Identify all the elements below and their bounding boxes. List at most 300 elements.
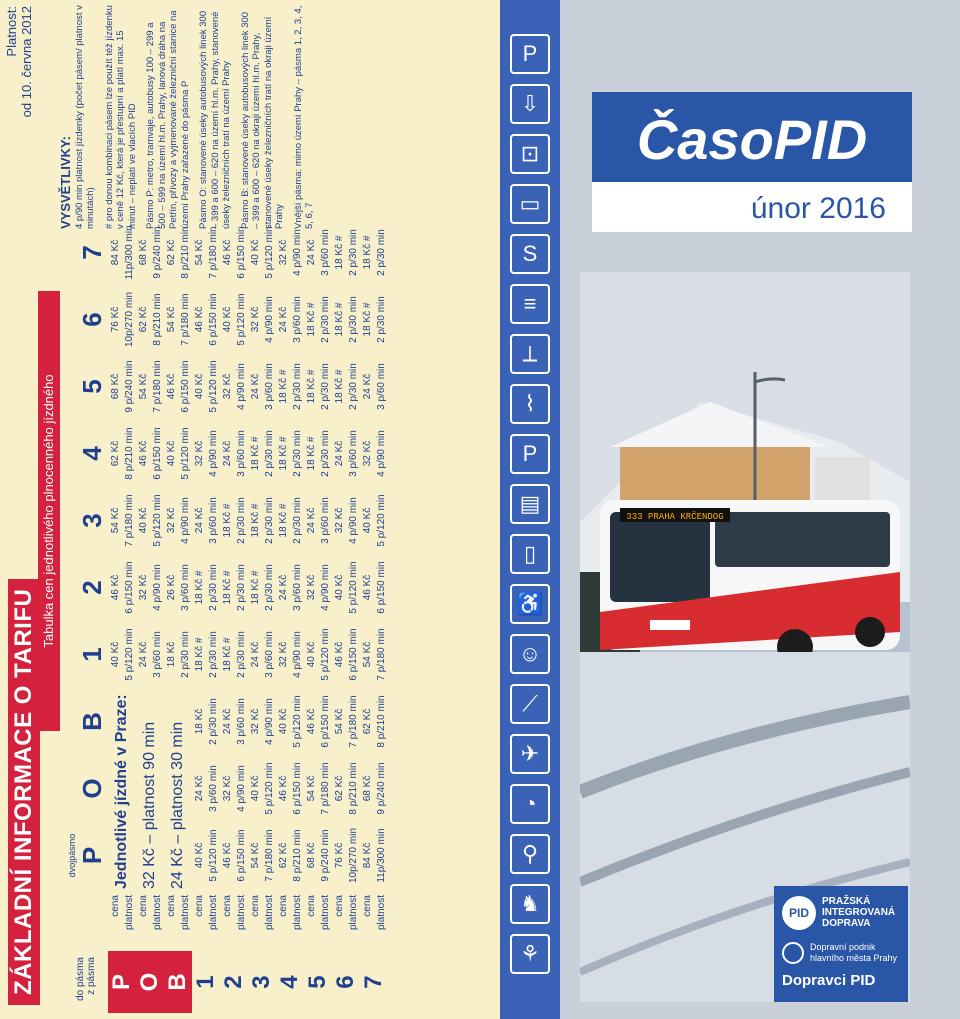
fare-cell: 6 p/150 min bbox=[123, 561, 135, 614]
row-label: platnost bbox=[263, 895, 275, 931]
fare-cell: 2 p/30 min bbox=[263, 430, 275, 477]
fare-cell: 4 p/90 min bbox=[347, 497, 359, 544]
page-title: ZÁKLADNÍ INFORMACE O TARIFU bbox=[8, 579, 40, 1005]
table-row bbox=[290, 219, 304, 1013]
table-row bbox=[150, 219, 164, 1013]
fare-cell: 18 Kč # bbox=[277, 503, 289, 538]
dpp-logo-icon bbox=[782, 942, 804, 964]
column-zone-header: B bbox=[77, 712, 107, 731]
fare-cell: 2 p/30 min bbox=[291, 430, 303, 477]
bicycle-icon: ⚲ bbox=[510, 834, 550, 874]
table-row bbox=[178, 219, 192, 1013]
airport-icon: ✈ bbox=[510, 734, 550, 774]
legend-item: Pásmo O: stanovené úseky autobusových linek 300 – 399 a 600 – 620 na území hl.m. Prahy, stanovené úseky železničních tratí na území Prahy bbox=[198, 10, 232, 229]
fare-cell: 4 p/90 min bbox=[263, 698, 275, 745]
pid-wordmark-line: PRAŽSKÁ bbox=[822, 896, 871, 907]
row-label: cena bbox=[333, 895, 345, 917]
fare-cell: 4 p/90 min bbox=[263, 296, 275, 343]
fare-cell: 4 p/90 min bbox=[291, 631, 303, 678]
fare-cell: 32 Kč bbox=[305, 574, 317, 601]
fare-cell: 5 p/120 min bbox=[319, 628, 331, 681]
fare-cell: 4 p/90 min bbox=[291, 229, 303, 276]
row-label: cena bbox=[249, 895, 261, 917]
dpp-name-line: Dopravní podnik bbox=[810, 942, 876, 952]
fare-cell: 2 p/30 min bbox=[319, 296, 331, 343]
fare-cell: 68 Kč bbox=[305, 842, 317, 869]
fare-cell: 9 p/240 min bbox=[319, 829, 331, 882]
fare-cell: 3 p/60 min bbox=[207, 765, 219, 812]
column-zone-header: P bbox=[77, 846, 107, 865]
fare-cell: 24 Kč bbox=[249, 373, 261, 400]
fare-cell: 2 p/30 min bbox=[235, 631, 247, 678]
fare-cell: 18 Kč # bbox=[193, 637, 205, 672]
row-zone-header: 4 bbox=[276, 975, 303, 989]
fare-cell: 62 Kč bbox=[137, 306, 149, 333]
fare-cell: 7 p/180 min bbox=[263, 829, 275, 882]
zone-axis-label bbox=[64, 951, 108, 1013]
fare-cell: 18 Kč # bbox=[221, 637, 233, 672]
fare-cell: 24 Kč bbox=[193, 507, 205, 534]
escalator-icon: ⟋ bbox=[510, 684, 550, 724]
fare-cell: 46 Kč bbox=[361, 574, 373, 601]
fare-cell: 3 p/60 min bbox=[375, 363, 387, 410]
row-label: cena bbox=[361, 895, 373, 917]
fare-cell: 24 Kč bbox=[137, 641, 149, 668]
fare-cell: 5 p/120 min bbox=[291, 695, 303, 748]
fare-cell: 2 p/30 min bbox=[207, 698, 219, 745]
fare-cell: 40 Kč bbox=[305, 641, 317, 668]
table-row bbox=[108, 219, 122, 1013]
fare-cell: 6 p/150 min bbox=[291, 762, 303, 815]
fare-cell: 46 Kč bbox=[165, 373, 177, 400]
column-zone-header: 6 bbox=[77, 312, 107, 327]
fare-cell: 84 Kč bbox=[361, 842, 373, 869]
fare-cell: 7 p/180 min bbox=[347, 695, 359, 748]
fare-cell: 3 p/60 min bbox=[179, 564, 191, 611]
phone-app-icon: ▯ bbox=[510, 534, 550, 574]
prague-fare-30: 24 Kč – platnost 30 min bbox=[169, 721, 186, 889]
walking-icon: ⚘ bbox=[510, 934, 550, 974]
row-label: cena bbox=[137, 895, 149, 917]
table-row bbox=[192, 219, 206, 1013]
fare-cell: 46 Kč bbox=[277, 775, 289, 802]
validity bbox=[4, 6, 34, 117]
fare-cell: 18 Kč # bbox=[277, 436, 289, 471]
row-zone-header: 7 bbox=[360, 975, 387, 989]
table-row bbox=[206, 219, 220, 1013]
fare-cell: 3 p/60 min bbox=[319, 229, 331, 276]
fare-cell: 9 p/240 min bbox=[151, 226, 163, 279]
fare-cell: 18 Kč # bbox=[305, 302, 317, 337]
fare-cell: 6 p/150 min bbox=[375, 561, 387, 614]
table-row bbox=[262, 219, 276, 1013]
carriers-label: Dopravci PID bbox=[782, 972, 876, 989]
row-zone-header: P bbox=[108, 951, 136, 1013]
fare-cell: 24 Kč bbox=[361, 373, 373, 400]
fare-cell: 54 Kč bbox=[193, 239, 205, 266]
z-pasma-label: z pásma bbox=[86, 957, 97, 995]
fare-cell: 46 Kč bbox=[221, 842, 233, 869]
column-zone-header: 4 bbox=[77, 446, 107, 461]
fare-cell: 18 Kč # bbox=[305, 436, 317, 471]
fare-cell: 2 p/30 min bbox=[235, 497, 247, 544]
bus bbox=[600, 500, 900, 665]
fare-cell: 4 p/90 min bbox=[319, 564, 331, 611]
fare-cell: 4 p/90 min bbox=[235, 765, 247, 812]
tariff-table bbox=[64, 219, 388, 1013]
fare-cell: 32 Kč bbox=[277, 641, 289, 668]
fare-cell: 8 p/210 min bbox=[347, 762, 359, 815]
fare-cell: 40 Kč bbox=[361, 507, 373, 534]
tariff-banner bbox=[0, 0, 62, 1019]
fare-cell: 3 p/60 min bbox=[207, 497, 219, 544]
row-label: cena bbox=[165, 895, 177, 917]
fare-cell: 54 Kč bbox=[249, 842, 261, 869]
legend-item: 4 p/90 min platnost jízdenky (počet pásem/ platnost v minutách) bbox=[73, 5, 96, 229]
wheelchair-icon: ♿ bbox=[510, 584, 550, 624]
fare-cell: 7 p/180 min bbox=[375, 628, 387, 681]
brand-title: ČasoPID bbox=[592, 92, 912, 182]
fare-cell: 6 p/150 min bbox=[151, 427, 163, 480]
legend-item: Vnější pásma: mimo území Prahy – pásma 1, 2, 3, 4, 5, 6, 7 bbox=[292, 5, 315, 229]
table-row bbox=[374, 219, 388, 1013]
fare-cell: 32 Kč bbox=[165, 507, 177, 534]
fare-cell: 18 Kč # bbox=[361, 235, 373, 270]
fare-cell: 2 p/30 min bbox=[347, 363, 359, 410]
row-label: cena bbox=[305, 895, 317, 917]
fare-cell: 18 Kč # bbox=[221, 503, 233, 538]
fare-cell: 40 Kč bbox=[193, 842, 205, 869]
fare-cell: 4 p/90 min bbox=[207, 430, 219, 477]
fare-cell: 40 Kč bbox=[249, 775, 261, 802]
row-zone-header: 3 bbox=[248, 975, 275, 989]
fare-cell: 5 p/120 min bbox=[375, 494, 387, 547]
icon-strip bbox=[500, 0, 560, 1019]
fare-cell: 2 p/30 min bbox=[375, 296, 387, 343]
fare-cell: 26 Kč bbox=[165, 574, 177, 601]
fare-cell: 32 Kč bbox=[361, 440, 373, 467]
fare-cell: 5 p/120 min bbox=[179, 427, 191, 480]
table-row bbox=[164, 219, 178, 1013]
fare-cell: 62 Kč bbox=[109, 440, 121, 467]
fare-cell: 5 p/120 min bbox=[263, 762, 275, 815]
issue-month: únor 2016 bbox=[750, 192, 886, 225]
row-label: platnost bbox=[235, 895, 247, 931]
funicular-icon: ⟂ bbox=[510, 334, 550, 374]
row-zone-header: 6 bbox=[332, 975, 359, 989]
fare-cell: 6 p/150 min bbox=[235, 226, 247, 279]
column-zone-header: 1 bbox=[77, 647, 107, 662]
row-label: platnost bbox=[123, 895, 135, 931]
fare-cell: 46 Kč bbox=[109, 574, 121, 601]
fare-cell: 3 p/60 min bbox=[347, 430, 359, 477]
fare-cell: 18 Kč # bbox=[333, 235, 345, 270]
fare-cell: 9 p/240 min bbox=[375, 762, 387, 815]
column-zone-header: O bbox=[77, 778, 107, 799]
fare-cell: 84 Kč bbox=[109, 239, 121, 266]
fare-cell: 7 p/180 min bbox=[179, 293, 191, 346]
prague-fare-cell bbox=[164, 688, 192, 889]
fare-cell: 2 p/30 min bbox=[207, 631, 219, 678]
fare-cell: 40 Kč bbox=[249, 239, 261, 266]
fare-cell: 46 Kč bbox=[193, 306, 205, 333]
ferry-icon: ⌇ bbox=[510, 384, 550, 424]
prague-fare-90: 32 Kč – platnost 90 min bbox=[141, 721, 158, 889]
fare-cell: 62 Kč bbox=[333, 775, 345, 802]
fare-cell: 40 Kč bbox=[193, 373, 205, 400]
fare-cell: 4 p/90 min bbox=[375, 430, 387, 477]
row-label: platnost bbox=[207, 895, 219, 931]
fare-cell: 18 Kč # bbox=[221, 570, 233, 605]
fare-cell: 18 Kč # bbox=[249, 503, 261, 538]
pid-wordmark-line: INTEGROVANÁ bbox=[822, 907, 896, 918]
bus-icon: ▭ bbox=[510, 184, 550, 224]
dvojpasmo-label: dvojpásmo bbox=[67, 833, 77, 878]
row-label: cena bbox=[193, 895, 205, 917]
fare-cell: 54 Kč bbox=[361, 641, 373, 668]
fare-cell: 18 Kč bbox=[165, 641, 177, 668]
validity-label: Platnost: bbox=[4, 6, 19, 57]
fare-cell: 54 Kč bbox=[305, 775, 317, 802]
table-row bbox=[220, 219, 234, 1013]
fare-cell: 7 p/180 min bbox=[123, 494, 135, 547]
fare-cell: 32 Kč bbox=[277, 239, 289, 266]
fare-cell: 8 p/210 min bbox=[151, 293, 163, 346]
table-row bbox=[346, 219, 360, 1013]
fare-cell: 24 Kč bbox=[277, 574, 289, 601]
train-icon: ≡ bbox=[510, 284, 550, 324]
fare-cell: 32 Kč bbox=[221, 775, 233, 802]
fare-cell: 68 Kč bbox=[361, 775, 373, 802]
fare-cell: 32 Kč bbox=[221, 373, 233, 400]
fare-cell: 18 Kč # bbox=[277, 369, 289, 404]
fare-cell: 8 p/210 min bbox=[123, 427, 135, 480]
fare-cell: 18 Kč # bbox=[333, 302, 345, 337]
fare-cell: 18 Kč # bbox=[361, 302, 373, 337]
fare-cell: 10p/270 min bbox=[347, 827, 359, 884]
pid-wordmark-line: DOPRAVA bbox=[822, 918, 871, 929]
fare-cell: 5 p/120 min bbox=[347, 561, 359, 614]
legend-item: Pásmo P: metro, tramvaje, autobusy 100 – 299 a 500 – 599 na území hl.m. Prahy, lanová dráha na Petřín, přívozy a vyjmenované železniční stanice na území Prahy zařazené do pásma P bbox=[145, 10, 191, 229]
fare-cell: 18 Kč # bbox=[333, 369, 345, 404]
fare-cell: 3 p/60 min bbox=[235, 430, 247, 477]
fare-cell: 2 p/30 min bbox=[179, 631, 191, 678]
header-row bbox=[64, 219, 108, 1013]
fare-cell: 32 Kč bbox=[249, 306, 261, 333]
fare-cell: 2 p/30 min bbox=[319, 363, 331, 410]
legend-item: Pásmo B: stanovené úseky autobusových linek 300 – 399 a 600 – 620 na okraji území hl.m. Prahy, stanovené úseky železničních tratí na okraji území Prahy bbox=[239, 11, 285, 229]
fare-cell: 40 Kč bbox=[277, 708, 289, 735]
fare-cell: 3 p/60 min bbox=[291, 296, 303, 343]
table-row bbox=[304, 219, 318, 1013]
pid-wordmark bbox=[822, 896, 895, 929]
family-icon: ☺ bbox=[510, 634, 550, 674]
fare-cell: 11p/300 min bbox=[123, 225, 135, 280]
fare-cell: 62 Kč bbox=[277, 842, 289, 869]
fare-cell: 54 Kč bbox=[137, 373, 149, 400]
fare-cell: 8 p/210 min bbox=[179, 226, 191, 279]
row-zone-header: 1 bbox=[192, 975, 219, 989]
fare-cell: 32 Kč bbox=[193, 440, 205, 467]
table-row bbox=[234, 219, 248, 1013]
row-label: cena bbox=[109, 895, 121, 917]
row-label: cena bbox=[277, 895, 289, 917]
table-row bbox=[248, 219, 262, 1013]
fare-cell: 68 Kč bbox=[137, 239, 149, 266]
row-zone-header: 5 bbox=[304, 975, 331, 989]
brand-box bbox=[592, 92, 912, 232]
fare-cell: 6 p/150 min bbox=[179, 360, 191, 413]
park-and-ride-icon: P bbox=[510, 434, 550, 474]
fare-cell: 2 p/30 min bbox=[207, 564, 219, 611]
table-row bbox=[276, 219, 290, 1013]
fare-cell: 18 Kč # bbox=[249, 570, 261, 605]
fare-cell: 76 Kč bbox=[109, 306, 121, 333]
fare-cell: 32 Kč bbox=[249, 708, 261, 735]
fare-cell: 24 Kč bbox=[221, 708, 233, 735]
fare-cell: 8 p/210 min bbox=[375, 695, 387, 748]
fare-cell: 2 p/30 min bbox=[319, 430, 331, 477]
dog-icon: ♞ bbox=[510, 884, 550, 924]
legend bbox=[60, 5, 323, 229]
fare-cell: 40 Kč bbox=[165, 440, 177, 467]
fare-cell: 32 Kč bbox=[333, 507, 345, 534]
fare-cell: 40 Kč bbox=[221, 306, 233, 333]
fare-cell: 46 Kč bbox=[221, 239, 233, 266]
fare-cell: 2 p/30 min bbox=[375, 229, 387, 276]
fare-cell: 32 Kč bbox=[137, 574, 149, 601]
fare-cell: 2 p/30 min bbox=[291, 363, 303, 410]
fare-cell: 6 p/150 min bbox=[347, 628, 359, 681]
fare-cell: 2 p/30 min bbox=[263, 564, 275, 611]
row-label: platnost bbox=[151, 895, 163, 931]
fare-cell: 6 p/150 min bbox=[235, 829, 247, 882]
fare-cell: 46 Kč bbox=[333, 641, 345, 668]
metro-entrance-icon: ⇩ bbox=[510, 84, 550, 124]
fare-cell: 46 Kč bbox=[137, 440, 149, 467]
stroller-icon: ◔ bbox=[510, 784, 550, 824]
fare-cell: 62 Kč bbox=[165, 239, 177, 266]
fare-cell: 54 Kč bbox=[333, 708, 345, 735]
fare-cell: 4 p/90 min bbox=[151, 564, 163, 611]
fare-cell: 3 p/60 min bbox=[151, 631, 163, 678]
row-label: platnost bbox=[319, 895, 331, 931]
table-row bbox=[122, 219, 136, 1013]
table-row bbox=[318, 219, 332, 1013]
fare-cell: 7 p/180 min bbox=[151, 360, 163, 413]
do-pasma-label: do pásma bbox=[75, 957, 86, 1001]
fare-cell: 18 Kč # bbox=[249, 436, 261, 471]
fare-cell: 24 Kč bbox=[193, 775, 205, 802]
fare-cell: 76 Kč bbox=[333, 842, 345, 869]
fare-cell: 2 p/30 min bbox=[263, 497, 275, 544]
row-label: cena bbox=[221, 895, 233, 917]
fare-cell: 24 Kč bbox=[305, 507, 317, 534]
validity-date: od 10. června 2012 bbox=[19, 6, 34, 118]
pid-logo-block bbox=[774, 886, 908, 1002]
prague-fare-cell bbox=[108, 688, 136, 889]
fare-cell: 4 p/90 min bbox=[235, 363, 247, 410]
fare-cell: 9 p/240 min bbox=[123, 360, 135, 413]
fare-cell: 6 p/150 min bbox=[207, 293, 219, 346]
row-zone-header: O bbox=[136, 951, 164, 1013]
column-zone-header: 2 bbox=[77, 580, 107, 595]
table-row bbox=[136, 219, 150, 1013]
fare-cell: 5 p/120 min bbox=[207, 360, 219, 413]
column-zone-header: 3 bbox=[77, 513, 107, 528]
fare-cell: 2 p/30 min bbox=[347, 229, 359, 276]
fare-cell: 10p/270 min bbox=[123, 291, 135, 348]
pid-logo-icon: P bbox=[510, 34, 550, 74]
fare-cell: 40 Kč bbox=[137, 507, 149, 534]
fare-cell: 5 p/120 min bbox=[263, 226, 275, 279]
legend-item: # pro donou kombinaci pásem lze použít též jízdenku v ceně 12 Kč, která je přestupní a platí max. 15 minut – neplatí ve vlacích PID bbox=[103, 5, 138, 229]
fare-cell: 24 Kč bbox=[249, 641, 261, 668]
fare-cell: 68 Kč bbox=[109, 373, 121, 400]
fare-cell: 62 Kč bbox=[361, 708, 373, 735]
fare-cell: 2 p/30 min bbox=[291, 497, 303, 544]
fare-cell: 24 Kč bbox=[333, 440, 345, 467]
fare-cell: 24 Kč bbox=[221, 440, 233, 467]
table-subtitle: Tabulka cen jednotlivého plnocenného jízdného bbox=[38, 291, 60, 731]
ticket-icon: ▤ bbox=[510, 484, 550, 524]
fare-cell: 18 Kč # bbox=[193, 570, 205, 605]
fare-cell: 7 p/180 min bbox=[207, 226, 219, 279]
fare-cell: 5 p/120 min bbox=[207, 829, 219, 882]
bus-destination-sign: 333 PRAHA KRČENDOG bbox=[626, 512, 724, 522]
row-label: platnost bbox=[179, 895, 191, 931]
fare-cell: 46 Kč bbox=[305, 708, 317, 735]
fare-cell: 3 p/60 min bbox=[263, 631, 275, 678]
fare-cell: 3 p/60 min bbox=[319, 497, 331, 544]
row-zone-header: 2 bbox=[220, 975, 247, 989]
fare-cell: 5 p/120 min bbox=[123, 628, 135, 681]
fare-cell: 24 Kč bbox=[305, 239, 317, 266]
legend-title: VYSVĚTLIVKY: bbox=[58, 136, 73, 229]
fare-cell: 4 p/90 min bbox=[179, 497, 191, 544]
fare-cell: 11p/300 min bbox=[375, 828, 387, 883]
table-row bbox=[332, 219, 346, 1013]
prague-fare-cell bbox=[136, 688, 164, 889]
pid-logo-icon: PID bbox=[782, 896, 816, 930]
fare-cell: 2 p/30 min bbox=[235, 564, 247, 611]
dpp-name bbox=[810, 942, 897, 964]
row-zone-header: B bbox=[164, 951, 192, 1013]
fare-cell: 40 Kč bbox=[109, 641, 121, 668]
row-label: platnost bbox=[291, 895, 303, 931]
fare-cell: 3 p/60 min bbox=[263, 363, 275, 410]
fare-cell: 6 p/150 min bbox=[319, 695, 331, 748]
fare-cell: 7 p/180 min bbox=[319, 762, 331, 815]
fare-cell: 5 p/120 min bbox=[151, 494, 163, 547]
column-zone-header: 5 bbox=[77, 379, 107, 394]
prague-fare-title: Jednotlivé jízdné v Praze: bbox=[113, 694, 130, 889]
fare-cell: 3 p/60 min bbox=[291, 564, 303, 611]
fare-cell: 18 Kč bbox=[193, 708, 205, 735]
column-zone-header bbox=[64, 822, 108, 889]
row-label: platnost bbox=[375, 895, 387, 931]
column-zone-header: 7 bbox=[77, 245, 107, 260]
fare-cell: 5 p/120 min bbox=[235, 293, 247, 346]
s-train-icon: S bbox=[510, 234, 550, 274]
fare-cell: 54 Kč bbox=[109, 507, 121, 534]
tram-icon: ⊡ bbox=[510, 134, 550, 174]
table-row bbox=[360, 219, 374, 1013]
fare-cell: 2 p/30 min bbox=[347, 296, 359, 343]
fare-cell: 18 Kč # bbox=[305, 369, 317, 404]
row-label: platnost bbox=[347, 895, 359, 931]
fare-cell: 8 p/210 min bbox=[291, 829, 303, 882]
